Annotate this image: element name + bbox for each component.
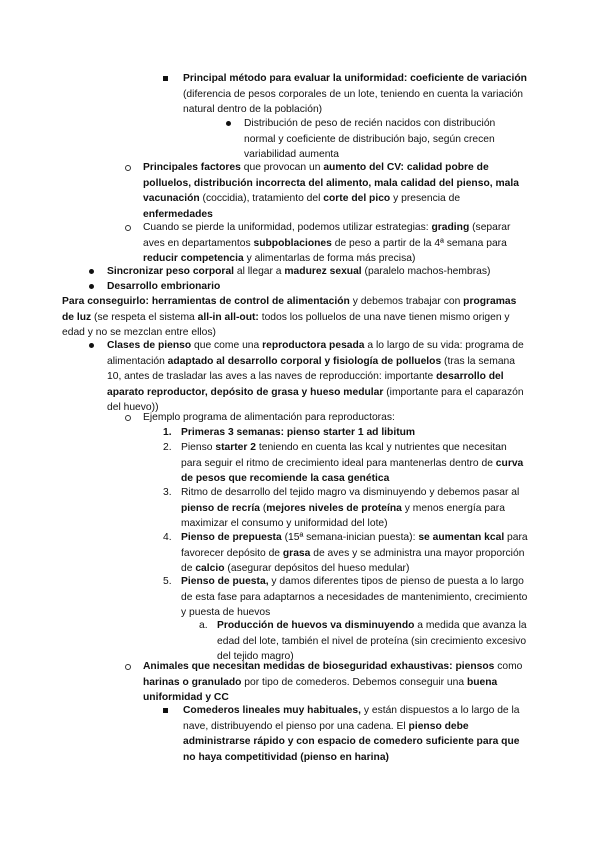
hollow-bullet-icon [125, 664, 131, 670]
list-item [143, 659, 528, 706]
text-run: todos los polluelos de una nave tienen mismo origen y edad y no se mezclan entre ellos) [62, 311, 510, 339]
text-run: que provocan un [240, 162, 324, 173]
bullet-dot-icon [226, 121, 231, 126]
text-run: Ejemplo programa de alimentación para reproductoras: [143, 412, 395, 423]
text-run: y alimentarlas de forma más precisa) [243, 253, 416, 265]
hollow-bullet-icon [125, 165, 131, 171]
text-run: y presencia de [390, 193, 461, 205]
text-run: reproductora pesada [262, 340, 365, 351]
bullet-dot-icon [89, 269, 94, 274]
text-run: y damos diferentes tipos de pienso de puesta a lo largo de esta fase para adaptarnos a necesidades de mantenimiento, crecimiento y puesta de huevos [181, 576, 528, 619]
text-run: a lo largo de su vida: programa de alimentación [107, 340, 524, 367]
list-item [163, 440, 528, 487]
text-run: de aves y se administra una mayor proporción de [181, 547, 525, 575]
list-number: 2. [163, 442, 172, 453]
text-run: (se respeta el sistema [91, 311, 198, 323]
text-run: de peso a partir de la 4ª semana para [331, 237, 507, 249]
list-item [107, 264, 528, 280]
text-run: aumento del CV: calidad pobre de polluelos, distribución incorrecta del alimento, mala calidad del pienso, mala vacunación [143, 162, 519, 205]
text-run: ( [259, 502, 267, 514]
text-run: adaptado al desarrollo corporal y fisiología de polluelos [167, 355, 442, 367]
text-run: y menos energía para maximizar el consumo y uniformidad del lote) [181, 502, 505, 530]
text-run: y están dispuestos a lo largo de la nave, distribuyendo el pienso por una cadena. El [183, 705, 520, 732]
text-run: al llegar a [234, 266, 285, 277]
text-run: Clases de pienso [107, 340, 192, 351]
text-run: grading [431, 222, 470, 233]
text-run: Pienso de puesta, [181, 576, 269, 587]
bullet-dot-icon [89, 284, 94, 289]
list-item [143, 220, 528, 267]
text-run: all-in all-out: [197, 311, 259, 323]
text-run: (15ª semana-inician puesta): [281, 532, 419, 543]
text-run: que come una [191, 340, 263, 351]
square-bullet-icon [163, 708, 168, 713]
text-run: curva de pesos que recomiende la casa genética [181, 457, 524, 485]
list-item [163, 485, 528, 532]
text-run: Primeras 3 semanas: pienso starter 1 ad libitum [181, 427, 416, 438]
text-run: Pienso [181, 442, 216, 453]
text-run: (paralelo machos-hembras) [361, 266, 491, 277]
text-run: Distribución de peso de recién nacidos con distribución normal y coeficiente de distribución bajo, según crecen variabilidad aumenta [244, 118, 496, 161]
hollow-bullet-icon [125, 225, 131, 231]
text-run: mejores niveles de proteína [266, 502, 402, 514]
text-run: a medida que avanza la edad del lote, también el nivel de proteína (sin crecimiento excesivo del tejido magro) [217, 620, 527, 663]
text-run: Cuando se pierde la uniformidad, podemos utilizar estrategias: [143, 222, 432, 233]
text-run: por tipo de comederos. Debemos conseguir una [241, 676, 467, 688]
list-item [107, 338, 528, 416]
bullet-dot-icon [89, 343, 94, 348]
text-run: (separar aves en departamentos [143, 222, 511, 249]
text-run: enfermedades [143, 208, 213, 220]
text-run: como [494, 661, 523, 672]
list-item [199, 618, 528, 665]
text-run: starter 2 [215, 442, 256, 453]
text-run: Para conseguirlo: herramientas de control de alimentación [62, 296, 350, 307]
square-bullet-icon [163, 76, 168, 81]
list-number: 3. [163, 487, 172, 498]
list-number: 1. [163, 427, 172, 438]
text-run: (coccidia), tratamiento del [199, 193, 324, 205]
text-run: Comederos lineales muy habituales, [183, 705, 361, 716]
text-run: (tras la semana 10, antes de trasladar las aves a las naves de reproducción: importante [107, 355, 515, 383]
text-run: Sincronizar peso corporal [107, 266, 235, 277]
list-item [163, 574, 528, 621]
text-run: (importante para el caparazón del huevo)) [107, 386, 524, 414]
text-run: Principales factores [143, 162, 241, 173]
list-item [244, 116, 528, 163]
text-run: buena uniformidad y CC [143, 676, 498, 704]
text-run: (diferencia de pesos corporales de un lote, teniendo en cuenta la variación natural dentro de la población) [183, 88, 524, 116]
list-item [163, 425, 528, 441]
text-run: reducir competencia [143, 253, 244, 265]
text-run: (asegurar depósitos del hueso medular) [224, 563, 410, 575]
text-run: pienso debe administrarse rápido y con espacio de comedero suficiente para que no haya competitividad (pienso en harina) [183, 720, 520, 763]
text-run: teniendo en cuenta las kcal y nutrientes que necesitan para seguir el ritmo de crecimiento ideal para mantenerlas dentro de [181, 442, 507, 469]
text-run: corte del pico [323, 193, 391, 205]
text-run: desarrollo del aparato reproductor, depósito de grasa y hueso medular [107, 371, 504, 398]
text-run: harinas o granulado [143, 676, 242, 688]
text-run: Producción de huevos va disminuyendo [217, 620, 415, 631]
list-item [183, 71, 528, 118]
text-run: subpoblaciones [253, 237, 332, 249]
list-item [143, 410, 528, 426]
text-run: grasa [282, 547, 311, 559]
text-run: Principal método para evaluar la uniformidad: coeficiente de variación [183, 73, 527, 84]
list-number: 4. [163, 532, 172, 543]
list-item [143, 160, 528, 222]
list-letter: a. [199, 620, 208, 631]
paragraph [62, 294, 528, 341]
text-run: madurez sexual [284, 266, 362, 277]
list-item [183, 703, 528, 765]
text-run: para favorecer depósito de [181, 532, 528, 559]
list-item [107, 279, 528, 295]
hollow-bullet-icon [125, 415, 131, 421]
text-run: programas de luz [62, 296, 517, 323]
text-run: se aumentan kcal [418, 532, 505, 543]
text-run: Pienso de prepuesta [181, 532, 282, 543]
text-run: Desarrollo embrionario [107, 281, 221, 292]
text-run: Ritmo de desarrollo del tejido magro va disminuyendo y debemos pasar al [181, 487, 520, 498]
text-run: Animales que necesitan medidas de bioseguridad exhaustivas: piensos [143, 661, 495, 672]
list-item [163, 530, 528, 577]
text-run: calcio [195, 563, 225, 575]
list-number: 5. [163, 576, 172, 587]
text-run: y debemos trabajar con [349, 296, 464, 307]
text-run: pienso de recría [181, 502, 260, 514]
